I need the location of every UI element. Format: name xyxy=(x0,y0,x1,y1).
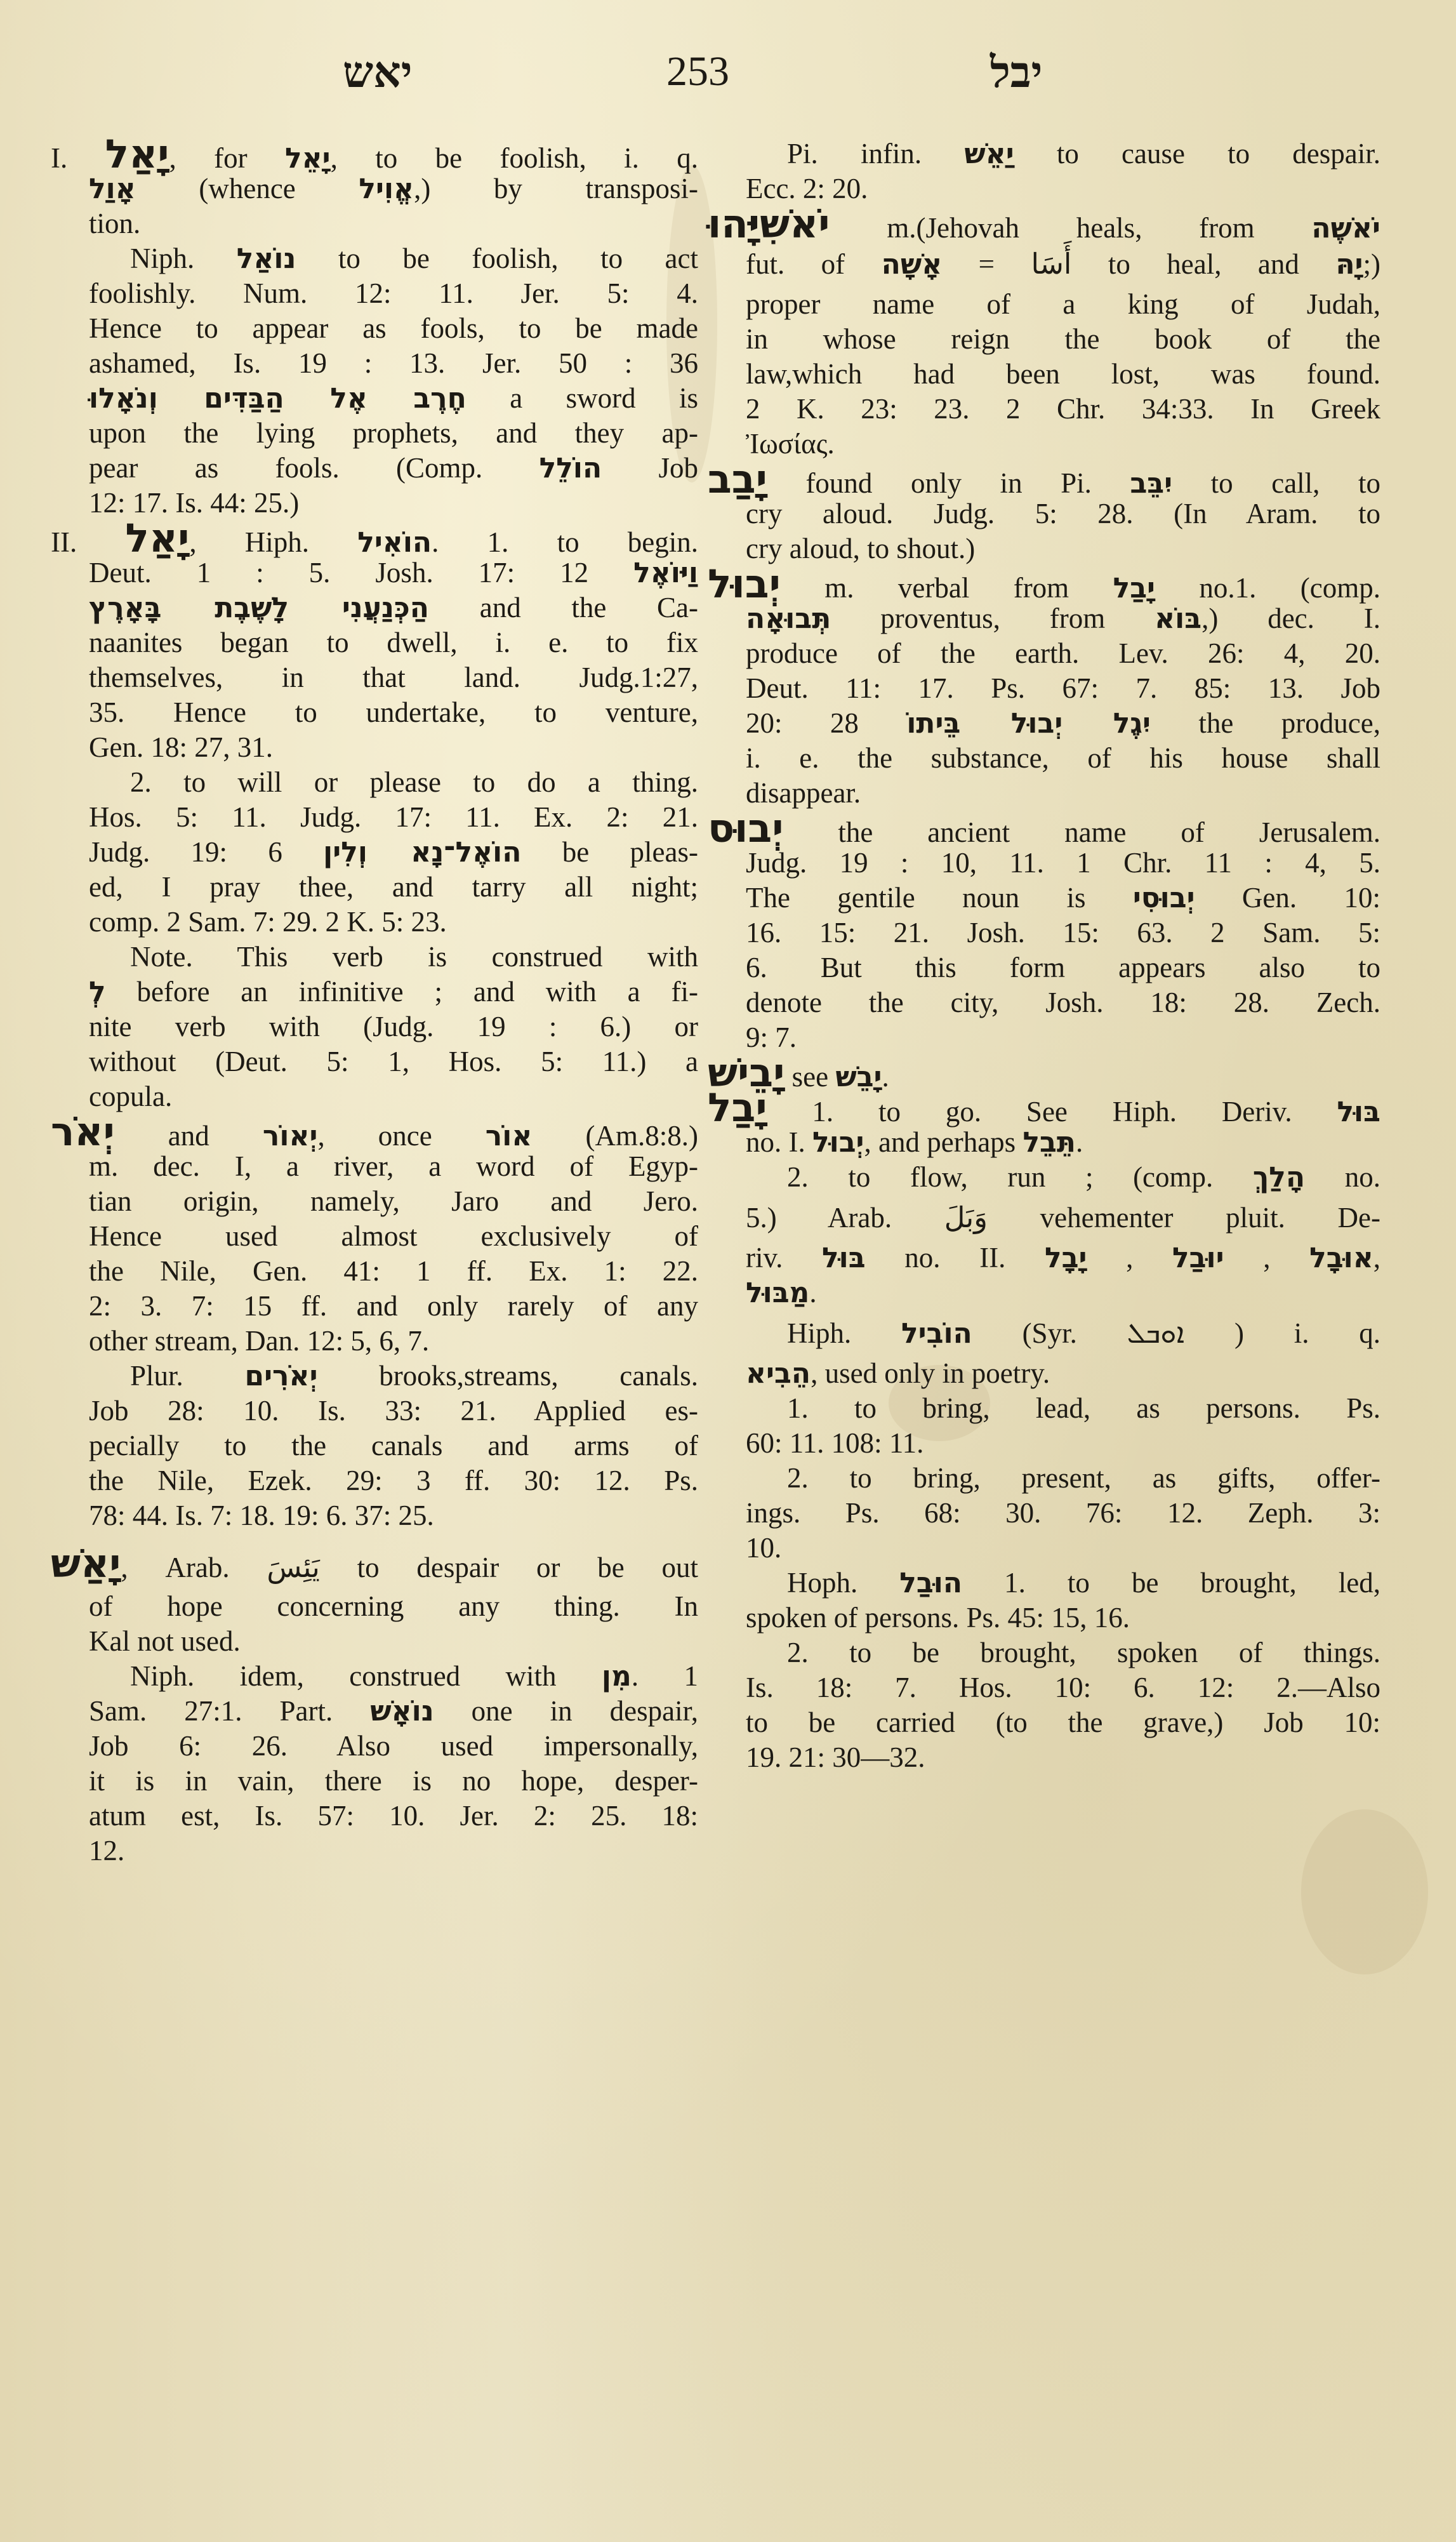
entry-text-line: Plur. יְאֹרִים brooks,streams, canals. xyxy=(130,1360,698,1392)
entry-text-line: ed, I pray thee, and tarry all night; xyxy=(89,871,698,903)
entry-headword-line: יֹאשִׁיָּהוּ m.(Jehovah heals, from יֹאשֶׁה xyxy=(708,201,1380,247)
hebrew-word: הוֹלֵל xyxy=(539,452,602,484)
entry-text-line: m. dec. I, a river, a word of Egyp- xyxy=(89,1150,698,1182)
hebrew-word: יִבֵּב xyxy=(1130,467,1173,500)
hebrew-word: בּוּל xyxy=(821,1242,866,1274)
entry-text-line: Judg. 19: 6 הוֹאֶל־נָא וְלִין be pleas- xyxy=(89,836,698,868)
headword: יָאַל xyxy=(105,131,169,177)
hebrew-word: יְאוֹר xyxy=(262,1120,318,1152)
entry-text-line: Deut. 11: 17. Ps. 67: 7. 85: 13. Job xyxy=(746,672,1380,704)
page-number: 253 xyxy=(666,48,729,95)
entry-text-line: חֶרֶב אֶל הַבַּדִּים וְנֹאָלוּ a sword is xyxy=(89,382,698,415)
entry-text-line: מַבּוּל. xyxy=(746,1277,817,1309)
entry-text-line: Is. 18: 7. Hos. 10: 6. 12: 2.—Also xyxy=(746,1672,1380,1703)
headword: יְבוּל xyxy=(708,561,781,607)
hebrew-word: בּוּל xyxy=(1337,1096,1380,1128)
hebrew-word: יְאֹרִים xyxy=(244,1360,318,1392)
entry-headword-line: יְבוּס the ancient name of Jerusalem. xyxy=(708,805,1380,851)
entry-text-line: 9: 7. xyxy=(746,1021,797,1053)
headword: יֹאשִׁיָּהוּ xyxy=(708,201,830,247)
hebrew-word: הוֹאֶל־נָא וְלִין xyxy=(323,836,522,868)
entry-headword-line: יְבוּל m. verbal from יָבַל no.1. (comp. xyxy=(708,561,1380,607)
hebrew-word: אָוַל xyxy=(89,173,136,205)
hebrew-word: הוֹבִיל xyxy=(901,1317,972,1350)
entry-text-line: to be carried (to the grave,) Job 10: xyxy=(746,1707,1380,1738)
entry-text-line: foolishly. Num. 12: 11. Jer. 5: 4. xyxy=(89,277,698,309)
hebrew-word: תֵּבֵל xyxy=(1023,1126,1076,1159)
hebrew-word: אֱוִיל xyxy=(359,173,414,205)
hebrew-word: יְבוּל xyxy=(812,1126,864,1159)
entry-text-line: the Nile, Gen. 41: 1 ff. Ex. 1: 22. xyxy=(89,1255,698,1287)
entry-headword-line: יָאַשׁ, Arab. يَئِسَ to despair or be out xyxy=(51,1540,698,1587)
entry-text-line: 10. xyxy=(746,1532,782,1564)
headword: יָאַשׁ xyxy=(51,1540,121,1587)
hebrew-word: יַאֵשׁ xyxy=(964,138,1014,170)
entry-headword-line: I. יָאַל, for יָאֵל, to be foolish, i. q. xyxy=(51,131,698,177)
entry-text-line: 5.) Arab. وَبَلَ vehementer pluit. De- xyxy=(746,1202,1380,1234)
entry-text-line: Note. This verb is construed with xyxy=(130,941,698,973)
entry-text-line: Job 28: 10. Is. 33: 21. Applied es- xyxy=(89,1395,698,1427)
hebrew-word: יִגֶל יְבוּל בֵּיתוֹ xyxy=(906,707,1151,740)
headword: יָבַל xyxy=(708,1084,767,1131)
hebrew-word: נוֹאַל xyxy=(236,243,296,275)
hebrew-word: הוּבַל xyxy=(899,1567,963,1599)
entry-text-line: without (Deut. 5: 1, Hos. 5: 11.) a xyxy=(89,1046,698,1077)
entry-text-line: produce of the earth. Lev. 26: 4, 20. xyxy=(746,637,1380,669)
hebrew-word: בּוֹא xyxy=(1155,602,1202,635)
entry-text-line: 60: 11. 108: 11. xyxy=(746,1427,924,1459)
headword: יָבַב xyxy=(708,456,767,502)
entry-text-line: 2. to be brought, spoken of things. xyxy=(787,1637,1380,1668)
entry-text-line: Hence to appear as fools, to be made xyxy=(89,312,698,344)
right-column xyxy=(708,136,1380,1775)
left-column xyxy=(51,131,699,1868)
entry-text-line: other stream, Dan. 12: 5, 6, 7. xyxy=(89,1325,430,1357)
headword: יְבוּס xyxy=(708,805,784,851)
right-guide-word: יבל xyxy=(990,48,1043,96)
hebrew-word: חֶרֶב אֶל הַבַּדִּים וְנֹאָלוּ xyxy=(89,382,467,415)
entry-text-line: 20: 28 יִגֶל יְבוּל בֵּיתוֹ the produce, xyxy=(746,707,1380,740)
hebrew-word: וַיּוֹאֶל xyxy=(633,557,698,589)
hebrew-word: הֵבִיא xyxy=(746,1357,811,1390)
hebrew-word: לְ xyxy=(89,976,106,1008)
entry-text-line: riv. בּוּל no. II. יָבָל , יוּבַל , אוּבָל, xyxy=(746,1242,1380,1274)
entry-text-line: spoken of persons. Ps. 45: 15, 16. xyxy=(746,1602,1130,1634)
entry-text-line: Gen. 18: 27, 31. xyxy=(89,731,273,763)
entry-text-line: Hiph. הוֹבִיל (Syr. ܐܘܒܠ ) i. q. xyxy=(787,1317,1380,1350)
headword: יָבֵישׁ xyxy=(708,1049,785,1096)
entry-text-line: 35. Hence to undertake, to venture, xyxy=(89,696,698,728)
entry-text-line: law,which had been lost, was found. xyxy=(746,358,1380,390)
entry-text-line: 1. to bring, lead, as persons. Ps. xyxy=(787,1392,1380,1424)
hebrew-word: יָבָל xyxy=(1045,1242,1087,1274)
entry-text-line: of hope concerning any thing. In xyxy=(89,1590,698,1622)
entry-text-line: it is in vain, there is no hope, desper- xyxy=(89,1765,698,1797)
entry-text-line: Sam. 27:1. Part. נוֹאָשׁ one in despair, xyxy=(89,1695,699,1727)
hebrew-word: הָלַךְ xyxy=(1252,1161,1306,1194)
entry-text-line: copula. xyxy=(89,1081,173,1112)
entry-text-line: proper name of a king of Judah, xyxy=(746,288,1380,320)
entry-text-line: Hence used almost exclusively of xyxy=(89,1220,698,1252)
entry-text-line: i. e. the substance, of his house shall xyxy=(746,742,1380,774)
entry-text-line: Job 6: 26. Also used impersonally, xyxy=(89,1730,698,1762)
entry-text-line: pear as fools. (Comp. הוֹלֵל Job xyxy=(89,452,698,484)
entry-text-line: 2. to bring, present, as gifts, offer- xyxy=(787,1462,1380,1494)
entry-headword-line: יָבַל 1. to go. See Hiph. Deriv. בּוּל xyxy=(708,1084,1380,1131)
entry-text-line: 2 K. 23: 23. 2 Chr. 34:33. In Greek xyxy=(746,393,1380,425)
entry-text-line: 2: 3. 7: 15 ff. and only rarely of any xyxy=(89,1290,698,1322)
hebrew-word: מַבּוּל xyxy=(746,1277,810,1309)
hebrew-word: יָבֵשׁ xyxy=(835,1061,882,1093)
entry-text-line: The gentile noun is יְבוּסִי Gen. 10: xyxy=(746,882,1380,914)
entry-text-line: Deut. 1 : 5. Josh. 17: 12 וַיּוֹאֶל xyxy=(89,557,698,589)
hebrew-word: אוּבָל xyxy=(1309,1242,1373,1274)
hebrew-word: יֹאשֶׁה xyxy=(1311,212,1380,244)
entry-text-line: Ecc. 2: 20. xyxy=(746,173,868,204)
entry-text-line: no. I. יְבוּל, and perhaps תֵּבֵל. xyxy=(746,1126,1083,1159)
entry-text-line: pecially to the canals and arms of xyxy=(89,1430,698,1461)
entry-text-line: Judg. 19 : 10, 11. 1 Chr. 11 : 4, 5. xyxy=(746,847,1380,879)
hebrew-word: אוֹר xyxy=(485,1120,533,1152)
paper-stain xyxy=(1301,1809,1428,1974)
hebrew-word: תְּבוּאָה xyxy=(746,602,831,635)
hebrew-word: יְבוּסִי xyxy=(1132,882,1195,914)
hebrew-word: יָבַל xyxy=(1113,572,1155,604)
entry-text-line: naanites began to dwell, i. e. to fix xyxy=(89,627,698,658)
entry-text-line: Pi. infin. יַאֵשׁ to cause to despair. xyxy=(787,138,1380,170)
entry-headword-line: יְאֹר and יְאוֹר, once אוֹר (Am.8:8.) xyxy=(51,1108,698,1155)
entry-text-line: nite verb with (Judg. 19 : 6.) or xyxy=(89,1011,698,1042)
hebrew-word: מִן xyxy=(601,1660,632,1693)
entry-text-line: cry aloud, to shout.) xyxy=(746,533,976,564)
entry-text-line: fut. of אָשָׁה = أَسَا to heal, and יָהּ;) xyxy=(746,248,1380,281)
hebrew-word: נוֹאָשׁ xyxy=(370,1695,434,1727)
entry-text-line: Hos. 5: 11. Judg. 17: 11. Ex. 2: 21. xyxy=(89,801,698,833)
entry-text-line: comp. 2 Sam. 7: 29. 2 K. 5: 23. xyxy=(89,906,447,938)
headword: יְאֹר xyxy=(51,1108,115,1155)
headword: יָאַל xyxy=(125,515,190,561)
entry-text-line: the Nile, Ezek. 29: 3 ff. 30: 12. Ps. xyxy=(89,1465,698,1496)
entry-text-line: atum est, Is. 57: 10. Jer. 2: 25. 18: xyxy=(89,1800,698,1832)
entry-text-line: 16. 15: 21. Josh. 15: 63. 2 Sam. 5: xyxy=(746,917,1380,948)
entry-text-line: Ἰωσίας. xyxy=(746,428,835,460)
entry-text-line: לְ before an infinitive ; and with a fi- xyxy=(89,976,698,1008)
entry-text-line: Niph. idem, construed with מִן. 1 xyxy=(130,1660,698,1693)
hebrew-word: יָאֵל xyxy=(285,142,331,175)
entry-text-line: תְּבוּאָה proventus, from בּוֹא,) dec. I. xyxy=(746,602,1380,635)
entry-text-line: 12: 17. Is. 44: 25.) xyxy=(89,487,300,519)
entry-text-line: הֵבִיא, used only in poetry. xyxy=(746,1357,1050,1390)
entry-text-line: cry aloud. Judg. 5: 28. (In Aram. to xyxy=(746,498,1380,529)
entry-text-line: הַכְּנַעֲנִי לָשֶׁבֶת בָּאָרֶץ and the Ca- xyxy=(89,592,699,624)
entry-text-line: in whose reign the book of the xyxy=(746,323,1380,355)
entry-text-line: Kal not used. xyxy=(89,1625,241,1657)
entry-headword-line: יָבַב found only in Pi. יִבֵּב to call, to xyxy=(708,456,1380,502)
entry-text-line: 78: 44. Is. 7: 18. 19: 6. 37: 25. xyxy=(89,1500,434,1531)
left-guide-word: יאש xyxy=(343,48,413,96)
hebrew-word: יָהּ xyxy=(1335,248,1363,281)
hebrew-word: הַכְּנַעֲנִי לָשֶׁבֶת בָּאָרֶץ xyxy=(89,592,430,624)
entry-text-line: tion. xyxy=(89,208,141,239)
entry-text-line: 2. to will or please to do a thing. xyxy=(130,766,698,798)
entry-headword-line: יָבֵישׁ see יָבֵשׁ. xyxy=(708,1049,889,1096)
entry-text-line: 2. to flow, run ; (comp. הָלַךְ no. xyxy=(787,1161,1381,1194)
entry-text-line: Hoph. הוּבַל 1. to be brought, led, xyxy=(787,1567,1380,1599)
entry-text-line: 6. But this form appears also to xyxy=(746,952,1380,983)
entry-headword-line: II. יָאַל, Hiph. הוֹאִיל. 1. to begin. xyxy=(51,515,698,561)
entry-text-line: themselves, in that land. Judg.1:27, xyxy=(89,662,698,693)
page-header xyxy=(0,44,1456,114)
hebrew-word: אָשָׁה xyxy=(881,248,943,281)
entry-text-line: tian origin, namely, Jaro and Jero. xyxy=(89,1185,698,1217)
entry-text-line: 19. 21: 30—32. xyxy=(746,1741,925,1773)
hebrew-word: הוֹאִיל xyxy=(357,526,432,559)
entry-text-line: Niph. נוֹאַל to be foolish, to act xyxy=(130,243,698,275)
entry-text-line: אָוַל (whence אֱוִיל,) by transposi- xyxy=(89,173,698,205)
hebrew-word: יוּבַל xyxy=(1172,1242,1224,1274)
entry-text-line: denote the city, Josh. 18: 28. Zech. xyxy=(746,987,1380,1018)
entry-text-line: ings. Ps. 68: 30. 76: 12. Zeph. 3: xyxy=(746,1497,1380,1529)
entry-text-line: disappear. xyxy=(746,777,861,809)
entry-text-line: ashamed, Is. 19 : 13. Jer. 50 : 36 xyxy=(89,347,698,379)
entry-text-line: 12. xyxy=(89,1835,125,1867)
entry-text-line: upon the lying prophets, and they ap- xyxy=(89,417,698,449)
